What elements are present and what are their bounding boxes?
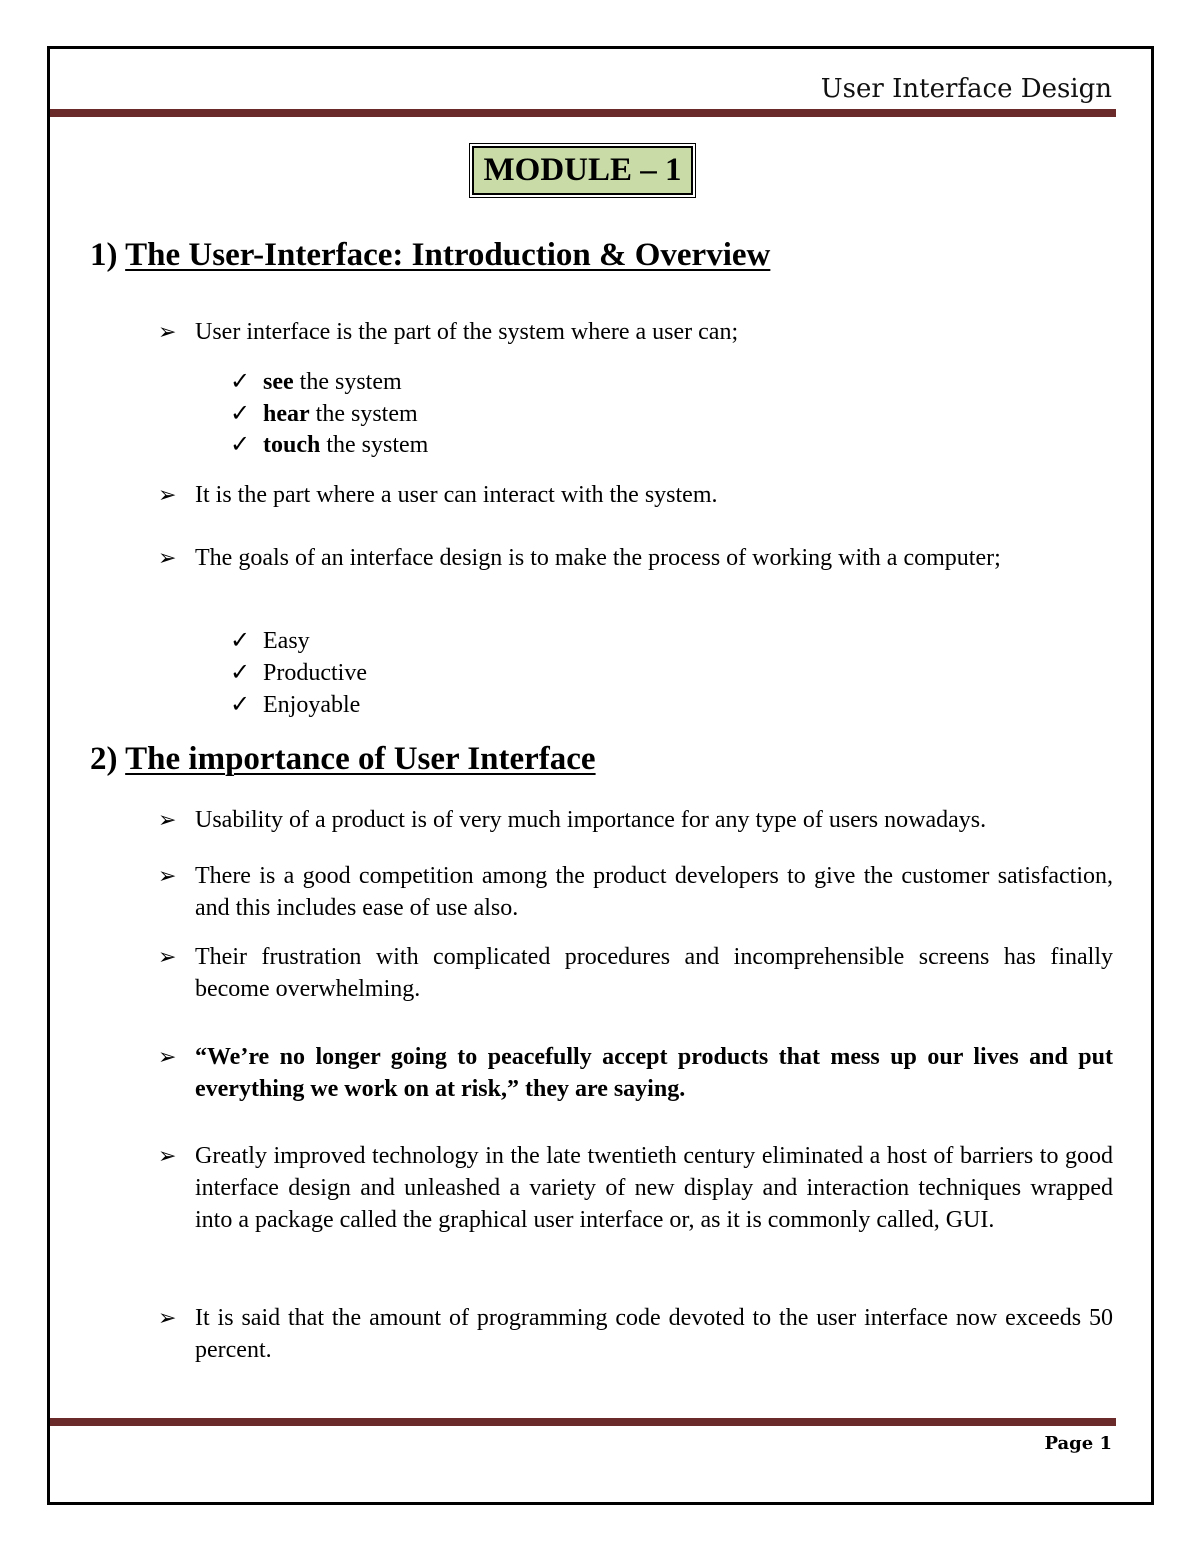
- arrow-bullet-icon: ➢: [158, 807, 177, 832]
- section-1-number: 1): [90, 237, 118, 273]
- header-title: User Interface Design: [820, 74, 1112, 104]
- bullet-text: User interface is the part of the system where a user can;: [195, 319, 739, 345]
- arrow-bullet-icon: ➢: [158, 545, 177, 570]
- check-bold-word: see: [263, 369, 294, 395]
- check-item: [230, 689, 360, 721]
- section-1-heading: [90, 237, 770, 274]
- bullet-item: [158, 1302, 1113, 1366]
- checkmark-icon: ✓: [230, 660, 251, 686]
- bullet-item: [158, 1140, 1113, 1236]
- bullet-item: [158, 316, 1113, 348]
- checkmark-icon: ✓: [230, 401, 251, 427]
- checkmark-icon: ✓: [230, 628, 251, 654]
- bullet-text: Their frustration with complicated procedures and incomprehensible screens has finally become overwhelming.: [195, 944, 1113, 1002]
- arrow-bullet-icon: ➢: [158, 863, 177, 888]
- check-text: the system: [320, 432, 429, 458]
- header-divider: [50, 109, 1116, 117]
- bullet-text: “We’re no longer going to peacefully accept products that mess up our lives and put everything we work on at risk,” they are saying.: [195, 1044, 1113, 1102]
- checkmark-icon: ✓: [230, 692, 251, 718]
- bullet-text: It is said that the amount of programming code devoted to the user interface now exceeds 50 percent.: [195, 1305, 1113, 1363]
- arrow-bullet-icon: ➢: [158, 482, 177, 507]
- checkmark-icon: ✓: [230, 369, 251, 395]
- bullet-text: Greatly improved technology in the late twentieth century eliminated a host of barriers to good interface design and unleashed a variety of new display and interaction techniques wrapped into a package called the graphical user interface or, as it is commonly called, GUI.: [195, 1143, 1113, 1233]
- arrow-bullet-icon: ➢: [158, 944, 177, 969]
- check-item: [230, 398, 418, 430]
- section-2-title: The importance of User Interface: [125, 741, 596, 777]
- bullet-text: The goals of an interface design is to make the process of working with a computer;: [195, 545, 1001, 571]
- arrow-bullet-icon: ➢: [158, 1044, 177, 1069]
- bullet-text: Usability of a product is of very much importance for any type of users nowadays.: [195, 807, 987, 833]
- section-2-number: 2): [90, 741, 118, 777]
- module-title-box: MODULE – 1: [472, 146, 693, 195]
- check-bold-word: touch: [263, 432, 321, 458]
- check-text: the system: [293, 369, 402, 395]
- bullet-item: [158, 479, 1113, 511]
- bullet-item: [158, 1041, 1113, 1105]
- check-text: Easy: [263, 628, 310, 654]
- bullet-item: [158, 941, 1113, 1005]
- section-2-heading: [90, 741, 596, 778]
- check-item: [230, 657, 367, 689]
- bullet-text: It is the part where a user can interact with the system.: [195, 482, 718, 508]
- check-text: Enjoyable: [263, 692, 361, 718]
- check-item: [230, 625, 310, 657]
- page-number: Page 1: [1044, 1433, 1112, 1454]
- check-item: [230, 429, 428, 461]
- check-bold-word: hear: [263, 401, 310, 427]
- arrow-bullet-icon: ➢: [158, 319, 177, 344]
- section-1-title: The User-Interface: Introduction & Overview: [125, 237, 771, 273]
- arrow-bullet-icon: ➢: [158, 1305, 177, 1330]
- checkmark-icon: ✓: [230, 432, 251, 458]
- bullet-item: [158, 804, 1113, 836]
- arrow-bullet-icon: ➢: [158, 1143, 177, 1168]
- footer-divider: [50, 1418, 1116, 1426]
- check-item: [230, 366, 402, 398]
- bullet-item: [158, 542, 1113, 574]
- bullet-text: There is a good competition among the product developers to give the customer satisfaction, and this includes ease of use also.: [195, 863, 1113, 921]
- check-text: the system: [309, 401, 418, 427]
- bullet-item: [158, 860, 1113, 924]
- check-text: Productive: [263, 660, 367, 686]
